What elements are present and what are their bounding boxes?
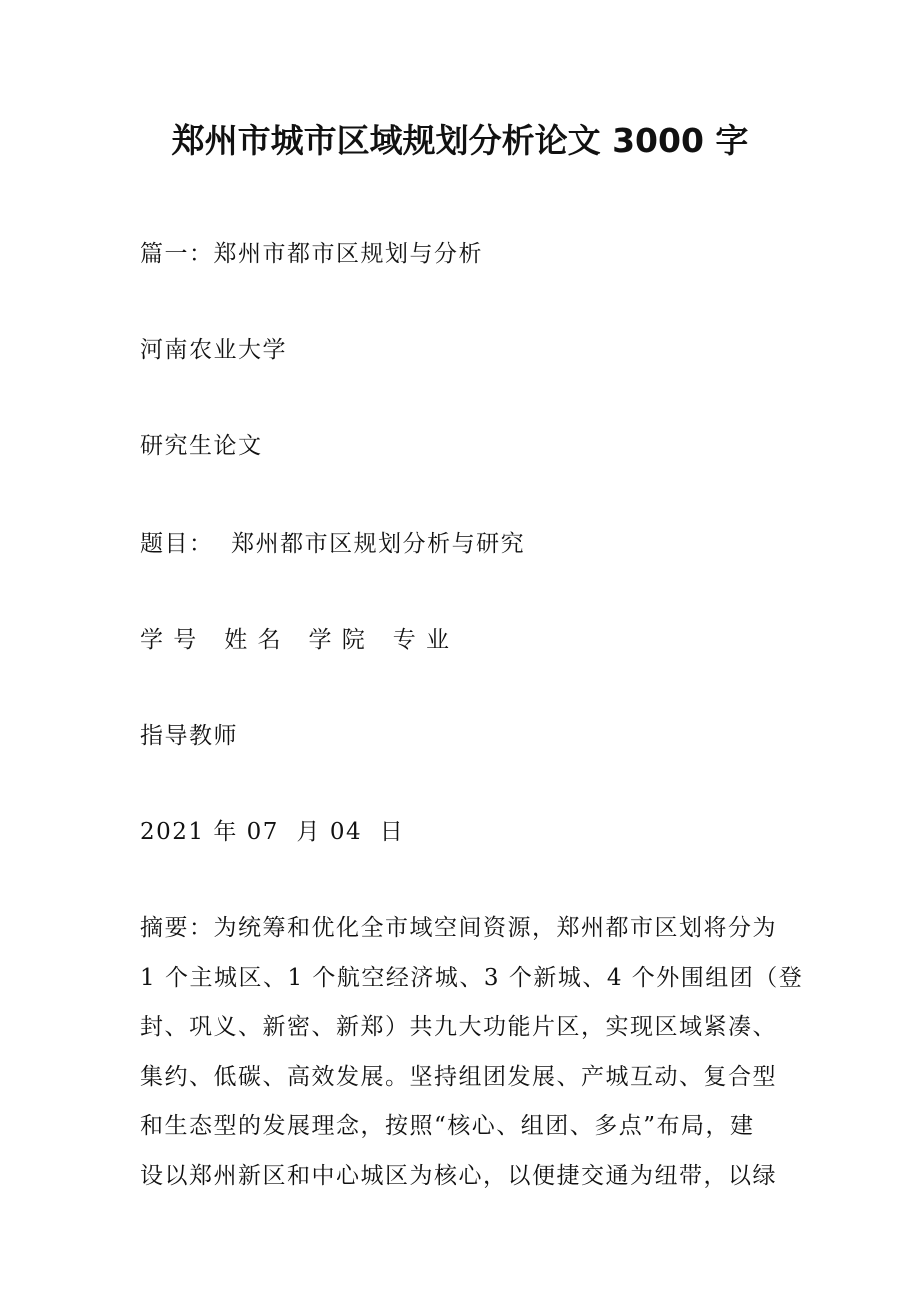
document-title: 郑州市城市区域规划分析论文 3000 字	[171, 121, 749, 160]
abstract-line: 设以郑州新区和中心城区为核心，以便捷交通为纽带，以绿	[140, 1162, 777, 1189]
thesis-type: 研究生论文	[140, 433, 263, 459]
abstract-line: 封、巩义、新密、新郑）共九大功能片区，实现区域紧凑、	[140, 1014, 777, 1040]
thesis-date: 2021 年 07 月 04 日	[140, 819, 405, 845]
advisor-label: 指导教师	[140, 723, 238, 749]
thesis-subject: 题目： 郑州都市区规划分析与研究	[140, 531, 526, 557]
abstract-line: 摘要：为统筹和优化全市域空间资源，郑州都市区划将分为	[140, 915, 777, 941]
university-name: 河南农业大学	[140, 337, 287, 363]
student-info-fields: 学 号 姓 名 学 院 专 业	[140, 627, 451, 653]
abstract-line: 和生态型的发展理念，按照“核心、组团、多点”布局，建	[140, 1113, 755, 1139]
abstract-paragraph	[140, 912, 820, 1209]
abstract-line: 1 个主城区、1 个航空经济城、3 个新城、4 个外围组团（登	[140, 964, 804, 991]
section-heading: 篇一：郑州市都市区规划与分析	[140, 241, 483, 267]
abstract-line: 集约、低碳、高效发展。坚持组团发展、产城互动、复合型	[140, 1063, 777, 1090]
